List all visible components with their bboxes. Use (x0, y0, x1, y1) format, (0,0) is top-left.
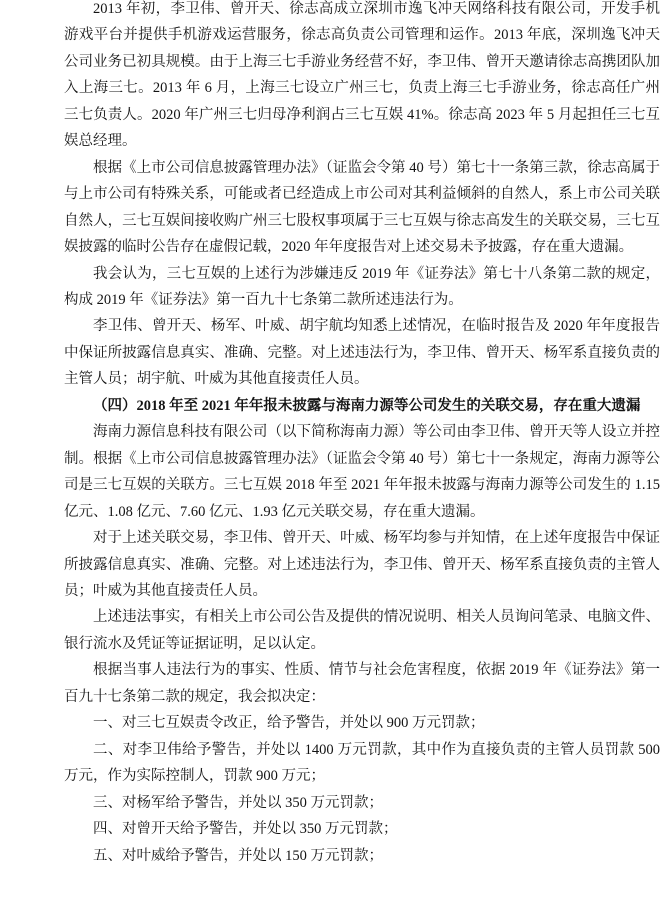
section-heading-4: （四）2018 年至 2021 年年报未披露与海南力源等公司发生的关联交易，存在重大遗漏 (93, 397, 641, 414)
paragraph-violation-finding: 我会认为，三七互娱的上述行为涉嫌违反 2019 年《证券法》第七十八条第二款的规定，构成 2019 年《证券法》第一百九十七条第二款所述违法行为。 (64, 265, 660, 308)
paragraph-related-party-basis: 根据《上市公司信息披露管理办法》（证监会令第 40 号）第七十一条第三款，徐志高属于与上市公司有特殊关系，可能或者已经造成上市公司对其利益倾斜的自然人，系上市公司关联自然人，三七互娱间接收购广州三七股权事项属于三七互娱与徐志高发生的关联交易，三七互娱披露的临时公告存在虚假记载，2020 年年度报告对上述交易未予披露，存在重大遗漏。 (64, 159, 660, 256)
penalty-item-5: 五、对叶威给予警告，并处以 150 万元罚款； (93, 847, 383, 864)
paragraph-responsible-persons-2: 对于上述关联交易，李卫伟、曾开天、叶威、杨军均参与并知情，在上述年度报告中保证所披露信息真实、准确、完整。对上述违法行为，李卫伟、曾开天、杨军系直接负责的主管人员；叶威为其他直接责任人员。 (64, 530, 660, 599)
penalty-item-2: 二、对李卫伟给予警告，并处以 1400 万元罚款，其中作为直接负责的主管人员罚款 500 万元，作为实际控制人，罚款 900 万元； (64, 741, 660, 785)
paragraph-responsible-persons: 李卫伟、曾开天、杨军、叶威、胡宇航均知悉上述情况，在临时报告及 2020 年年度报告中保证所披露信息真实、准确、完整。对上述违法行为，李卫伟、曾开天、杨军系直接负责的主管人员；胡宇航、叶威为其他直接责任人员。 (64, 318, 660, 388)
penalty-item-1: 一、对三七互娱责令改正，给予警告，并处以 900 万元罚款； (93, 715, 485, 732)
document-text-block (64, 0, 660, 869)
paragraph-hainan-liyuan-transactions: 海南力源信息科技有限公司（以下简称海南力源）等公司由李卫伟、曾开天等人设立并控制。根据《上市公司信息披露管理办法》（证监会令第 40 号）第七十一条规定，海南力源等公司是三七互娱的关联方。三七互娱 2018 年至 2021 年年报未披露与海南力源等公司发生的 1.15 亿元、1.08 亿元、7.60 亿元、1.93 亿元关联交易，存在重大遗漏。 (64, 424, 660, 520)
penalty-item-4: 四、对曾开天给予警告，并处以 350 万元罚款； (93, 821, 398, 838)
paragraph-evidence: 上述违法事实，有相关上市公司公告及提供的情况说明、相关人员询问笔录、电脑文件、银行流水及凭证等证据证明，足以认定。 (64, 609, 660, 652)
paragraph-company-history: 2013 年初，李卫伟、曾开天、徐志高成立深圳市逸飞冲天网络科技有限公司，开发手机游戏平台并提供手机游戏运营服务，徐志高负责公司管理和运作。2013 年底，深圳逸飞冲天公司业务已初具规模。由于上海三七手游业务经营不好，李卫伟、曾开天邀请徐志高携团队加入上海三七。2013 年 6 月，上海三七设立广州三七，负责上海三七手游业务，徐志高任广州三七负责人。2020 年广州三七归母净利润占三七互娱 41%。徐志高 2023 年 5 月起担任三七互娱总经理。 (64, 1, 660, 150)
penalty-item-3: 三、对杨军给予警告，并处以 350 万元罚款； (93, 794, 383, 811)
paragraph-decision-intro: 根据当事人违法行为的事实、性质、情节与社会危害程度，依据 2019 年《证券法》第一百九十七条第二款的规定，我会拟决定： (64, 662, 660, 705)
